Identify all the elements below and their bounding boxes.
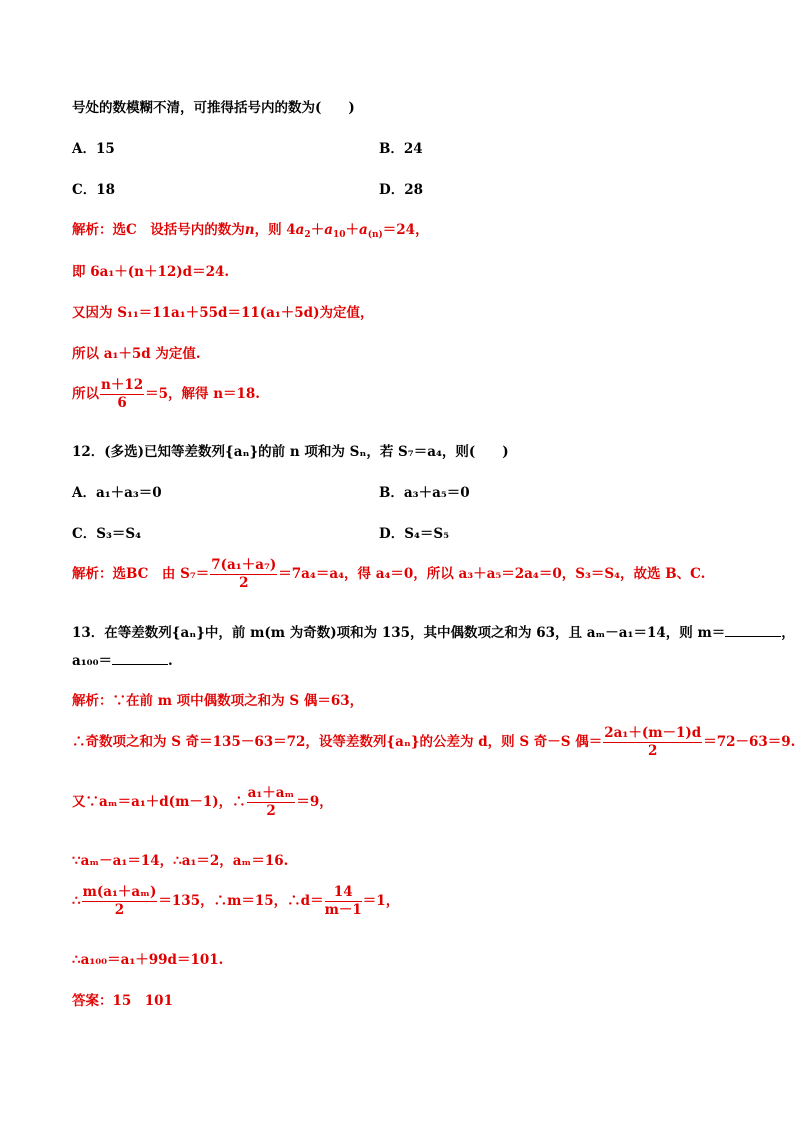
fraction: $\frac{\text{m(a₁＋aₘ)}}{2}$ <box>82 884 157 918</box>
fraction: $\frac{\text{a₁＋aₘ}}{2}$ <box>247 785 295 819</box>
option-a: A．15 <box>72 141 115 157</box>
fraction: $\frac{\text{7(a₁＋a₇)}}{2}$ <box>211 557 277 591</box>
q12-option-a: A．a₁＋a₃＝0 <box>72 485 162 501</box>
question-stem-tail: 号处的数模糊不清，可推得括号内的数为( ) <box>72 100 355 116</box>
q13-solution-line-5: ∴ $\frac{\text{m(a₁＋aₘ)}}{2}$ ＝135，∴m＝15，∴d＝ $\frac{14}{m-1}$ ＝1， <box>72 884 400 918</box>
solution-line-4: 所以 a₁＋5d 为定值. <box>72 346 201 362</box>
question-13-stem-1: 13．在等差数列{aₙ}中，前 m(m 为奇数)项和为 135，其中偶数项之和为 63，且 aₘ－a₁＝14，则 m＝ ， <box>72 625 795 641</box>
answer-line: 答案：15 101 <box>72 993 173 1009</box>
q13-solution-line-3: 又∵aₘ＝a₁＋d(m－1)，∴ $\frac{\text{a₁＋aₘ}}{2}$ ＝9， <box>72 785 333 819</box>
q13-solution-line-1: 解析：∵在前 m 项中偶数项之和为 S 偶＝63， <box>72 693 364 709</box>
q13-solution-line-6: ∴a₁₀₀＝a₁＋99d＝101. <box>72 952 224 968</box>
q13-solution-line-2: ∴奇数项之和为 S 奇＝135－63＝72，设等差数列{aₙ}的公差为 d，则 S 奇－S 偶＝ $\frac{\text{2a₁＋(m－1)d}}{2}$ ＝72－63＝9. <box>72 725 795 759</box>
solution-line-2: 即 6a₁＋(n＋12)d＝24. <box>72 264 230 280</box>
fraction: $\frac{14}{m-1}$ <box>324 884 362 918</box>
solution-line-1: 解析：选C 设括号内的数为n，则 $4a_2+a_{10}+a_{(n)}=24$， <box>72 222 429 240</box>
answer-blank-m <box>725 623 781 637</box>
q12-solution: 解析：选BC 由 S₇＝ $\frac{\text{7(a₁＋a₇)}}{2}$ ＝7a₄＝a₄，得 a₄＝0，所以 a₃＋a₅＝2a₄＝0，S₃＝S₄，故选 B、C. <box>72 557 706 591</box>
option-b: B．24 <box>379 141 423 157</box>
fraction: $\frac{\text{2a₁＋(m－1)d}}{2}$ <box>604 725 702 759</box>
q13-solution-line-4: ∵aₘ－a₁＝14，∴a₁＝2，aₘ＝16. <box>72 853 289 869</box>
q12-option-b: B．a₃＋a₅＝0 <box>379 485 470 501</box>
solution-line-5: 所以 $\frac{n+12}{6}$ ＝5，解得 n＝18. <box>72 377 261 411</box>
solution-line-3: 又因为 S₁₁＝11a₁＋55d＝11(a₁＋5d)为定值， <box>72 305 374 321</box>
q12-option-c: C．S₃＝S₄ <box>72 526 142 542</box>
option-d: D．28 <box>379 182 423 198</box>
question-12-stem: 12．(多选)已知等差数列{aₙ}的前 n 项和为 Sₙ，若 S₇＝a₄，则( ) <box>72 444 509 460</box>
q12-option-d: D．S₄＝S₅ <box>379 526 450 542</box>
option-c: C．18 <box>72 182 116 198</box>
question-13-stem-2: a₁₀₀＝ . <box>72 653 173 669</box>
fraction: $\frac{n+12}{6}$ <box>101 377 144 411</box>
answer-blank-a100 <box>112 651 168 665</box>
